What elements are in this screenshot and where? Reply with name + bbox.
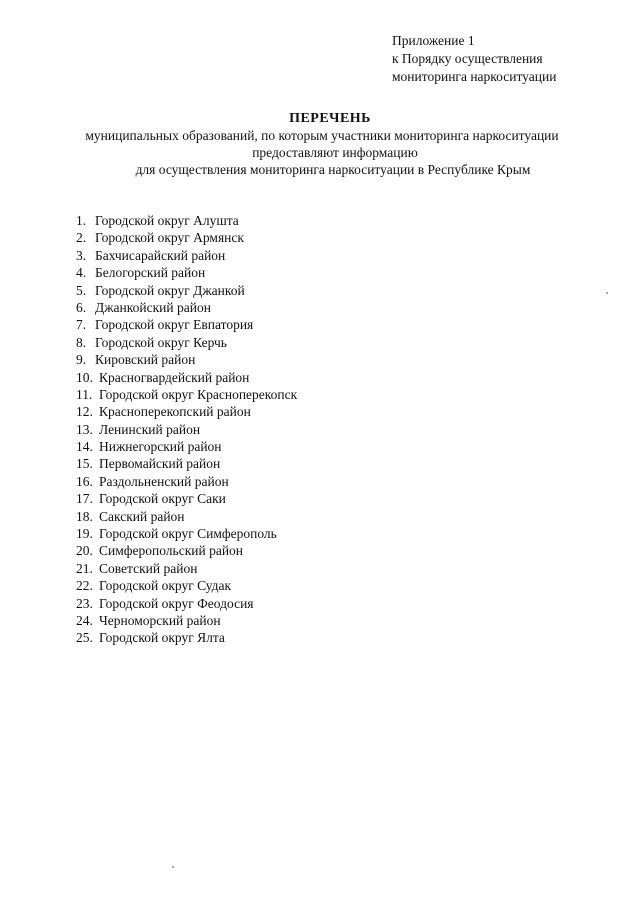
list-item [76, 229, 297, 246]
list-item-number: 1. [76, 213, 87, 228]
list-item [76, 351, 297, 368]
list-item-number: 13. [76, 421, 93, 437]
list-item-number: 19. [76, 526, 93, 542]
list-item-number: 10. [76, 369, 93, 385]
list-item-number: 18. [76, 508, 93, 524]
list-item [76, 490, 297, 507]
list-item [76, 455, 297, 472]
list-item-number: 20. [76, 543, 93, 559]
list-item-text: Сакский район [99, 508, 185, 524]
list-item [76, 612, 297, 629]
list-item-number: 2. [76, 230, 87, 246]
list-item-number: 21. [76, 560, 93, 576]
list-item-text: Джанкойский район [95, 299, 211, 315]
list-item-number: 14. [76, 439, 93, 455]
municipality-list [76, 212, 297, 647]
list-item-number: 15. [76, 456, 93, 472]
list-item-text: Городской округ Джанкой [95, 282, 245, 298]
list-item-number: 3. [76, 247, 87, 263]
list-item-text: Ленинский район [99, 421, 201, 437]
list-item-number: 23. [76, 595, 93, 611]
list-item-text: Городской округ Симферополь [99, 526, 277, 542]
list-item-number: 4. [76, 265, 87, 281]
list-item [76, 247, 297, 264]
list-item [76, 438, 297, 455]
list-item-number: 7. [76, 317, 87, 333]
list-item-text: Симферопольский район [99, 543, 244, 559]
scan-speck [172, 866, 174, 868]
list-item-number: 8. [76, 334, 87, 350]
list-item [76, 525, 297, 542]
list-item [76, 369, 297, 386]
document-heading: ПЕРЕЧЕНЬ [289, 111, 371, 126]
list-item-number: 9. [76, 352, 87, 368]
subtitle-line-1: муниципальных образований, по которым участники мониторинга наркоситуации [85, 128, 559, 143]
list-item [76, 264, 297, 281]
list-item [76, 334, 297, 351]
list-item-text: Красногвардейский район [99, 369, 250, 385]
list-item-text: Городской округ Феодосия [99, 595, 254, 611]
list-item-number: 16. [76, 473, 93, 489]
list-item [76, 473, 297, 490]
list-item [76, 542, 297, 559]
subtitle-line-3: для осуществления мониторинга наркоситуации в Республике Крым [135, 162, 531, 177]
list-item [76, 282, 297, 299]
list-item-text: Бахчисарайский район [95, 247, 226, 263]
list-item-text: Черноморский район [99, 612, 221, 628]
appendix-line-2: к Порядку осуществления [392, 51, 543, 66]
list-item [76, 403, 297, 420]
list-item [76, 577, 297, 594]
list-item-text: Советский район [99, 560, 198, 576]
scan-speck [606, 292, 608, 294]
subtitle-line-2: предоставляют информацию [252, 145, 418, 160]
list-item-number: 5. [76, 282, 87, 298]
title-block [0, 110, 640, 178]
list-item-text: Раздольненский район [99, 473, 229, 489]
list-item [76, 386, 297, 403]
list-item [76, 299, 297, 316]
list-item [76, 629, 297, 646]
list-item [76, 316, 297, 333]
list-item [76, 595, 297, 612]
list-item-number: 12. [76, 404, 93, 420]
list-item-text: Городской округ Керчь [95, 334, 227, 350]
list-item [76, 212, 297, 229]
list-item [76, 508, 297, 525]
list-item-text: Первомайский район [99, 456, 221, 472]
list-item-text: Городской округ Евпатория [95, 317, 254, 333]
list-item-text: Городской округ Армянск [95, 230, 244, 246]
list-item-number: 11. [76, 386, 93, 402]
appendix-note [392, 32, 556, 86]
list-item [76, 421, 297, 438]
list-item-number: 22. [76, 578, 93, 594]
list-item-number: 17. [76, 491, 93, 507]
list-item-text: Городской округ Судак [99, 578, 232, 594]
list-item-text: Белогорский район [95, 265, 206, 281]
list-item-text: Городской округ Красноперекопск [99, 386, 298, 402]
appendix-line-3: мониторинга наркоситуации [392, 69, 557, 84]
list-item-text: Кировский район [95, 352, 196, 368]
list-item-text: Городской округ Саки [99, 491, 226, 507]
list-item-text: Городской округ Алушта [95, 213, 239, 228]
list-item-text: Городской округ Ялта [99, 630, 225, 646]
list-item-text: Нижнегорский район [99, 439, 222, 455]
appendix-line-1: Приложение 1 [392, 33, 475, 48]
list-item [76, 560, 297, 577]
list-item-number: 24. [76, 612, 93, 628]
list-item-number: 25. [76, 630, 93, 646]
list-item-text: Красноперекопский район [99, 404, 251, 420]
list-item-number: 6. [76, 299, 87, 315]
